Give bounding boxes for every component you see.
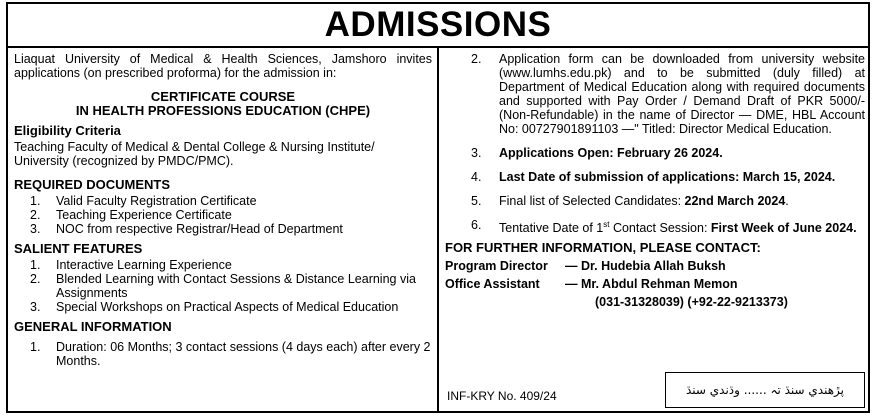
list-item: 1. Interactive Learning Experience (30, 258, 232, 272)
salient-features-heading: SALIENT FEATURES (14, 241, 143, 256)
contact-director (445, 259, 865, 273)
required-documents-heading: REQUIRED DOCUMENTS (14, 177, 171, 192)
slogan-text: پڙهندي سنڌ تہ ...... وڌندي سنڌ (685, 383, 845, 397)
director-name: — Dr. Hudebia Allah Buksh (565, 259, 726, 274)
course-title (14, 90, 432, 118)
list-item: 4. Last Date of submission of applications: March 15, 2024. (471, 170, 836, 184)
list-item: 3. Special Workshops on Practical Aspects of Medical Education (30, 300, 399, 314)
contact-phones: (031-31328039) (+92-22-9213373) (595, 295, 788, 310)
list-item: 3. NOC from respective Registrar/Head of Department (30, 222, 343, 236)
list-item: 1. Duration: 06 Months; 3 contact sessions (4 days each) after every 2 Months. (30, 340, 431, 368)
list-item: 5. Final list of Selected Candidates: 22nd March 2024. (471, 194, 789, 208)
list-item: 2. Application form can be downloaded from university website (www.lumhs.edu.pk) and to be submitted (duly filled) at Department of Medical Education along with required documents and supported with Pay Order / Demand Draft of PKR 5000/- (Non-Refundable) in the name of Director — DME, HBL Account No: 00727901891103 —" Titled: Director Medical Education. (471, 52, 865, 136)
eligibility-text: Teaching Faculty of Medical & Dental College & Nursing Institute/ University (recognized by PMDC/PMC). (14, 140, 375, 168)
slogan-stamp (665, 372, 865, 408)
assistant-role: Office Assistant (445, 277, 540, 292)
course-title-line2: IN HEALTH PROFESSIONS EDUCATION (CHPE) (75, 103, 371, 118)
eligibility-heading: Eligibility Criteria (14, 123, 121, 138)
assistant-name: — Mr. Abdul Rehman Memon (565, 277, 738, 292)
reference-number: INF-KRY No. 409/24 (447, 389, 557, 403)
column-divider (437, 46, 439, 413)
contact-heading: FOR FURTHER INFORMATION, PLEASE CONTACT: (445, 240, 761, 256)
list-item: 2. Teaching Experience Certificate (30, 208, 232, 222)
general-information-heading: GENERAL INFORMATION (14, 319, 172, 334)
general-information-list (14, 340, 432, 368)
contact-assistant (445, 277, 865, 291)
list-item: 2. Blended Learning with Contact Sessions & Distance Learning via Assignments (30, 272, 416, 300)
course-title-line1: CERTIFICATE COURSE (150, 89, 296, 104)
director-role: Program Director (445, 259, 548, 274)
page-title: ADMISSIONS (324, 5, 552, 44)
left-column (14, 52, 432, 368)
list-item: 6. Tentative Date of 1st Contact Session: First Week of June 2024. (471, 218, 857, 236)
list-item: 1. Valid Faculty Registration Certificate (30, 194, 257, 208)
list-item: 3. Applications Open: February 26 2024. (471, 146, 723, 160)
right-column (445, 52, 865, 309)
required-documents-list (14, 194, 432, 236)
intro-text: Liaquat University of Medical & Health Sciences, Jamshoro invites applications (on prescribed proforma) for the admission in: (14, 52, 432, 80)
salient-features-list (14, 258, 432, 314)
